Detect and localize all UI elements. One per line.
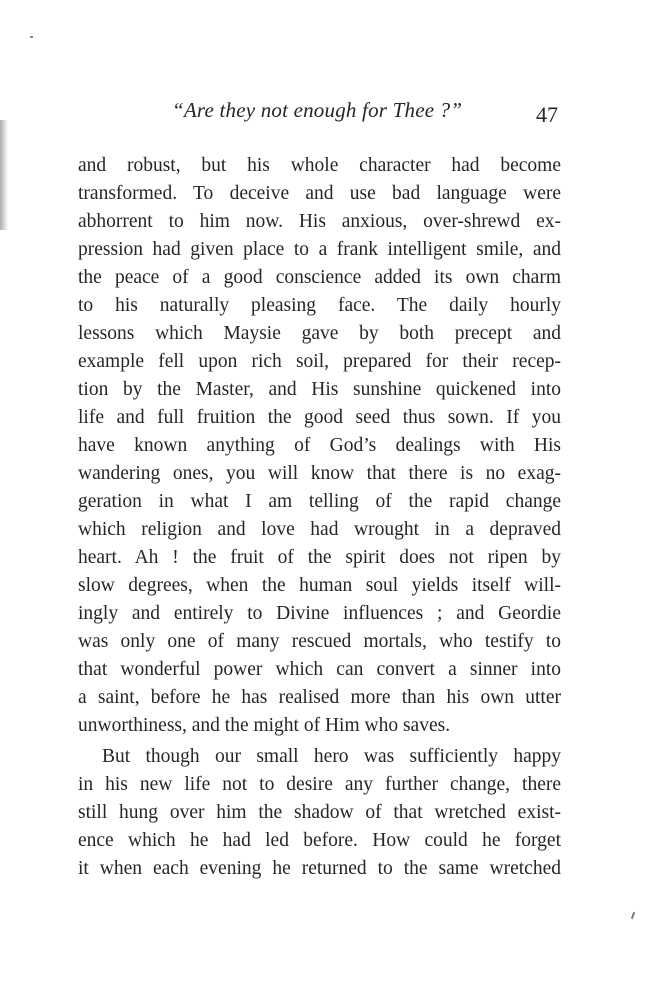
text-line: still hung over him the shadow of that wretched exist- bbox=[78, 802, 561, 823]
text-line: a saint, before he has realised more than his own utter bbox=[78, 687, 561, 708]
text-line: slow degrees, when the human soul yields itself will- bbox=[78, 575, 561, 596]
text-line: to his naturally pleasing face. The daily hourly bbox=[78, 295, 561, 316]
speck-mark bbox=[30, 36, 33, 38]
text-line: pression had given place to a frank intelligent smile, and bbox=[78, 239, 561, 260]
text-line: lessons which Maysie gave by both precept and bbox=[78, 323, 561, 344]
paragraph-2 bbox=[78, 743, 561, 883]
text-line: example fell upon rich soil, prepared for their recep- bbox=[78, 351, 561, 372]
text-line: the peace of a good conscience added its own charm bbox=[78, 267, 561, 288]
text-line: that wonderful power which can convert a sinner into bbox=[78, 659, 561, 680]
text-line: abhorrent to him now. His anxious, over-shrewd ex- bbox=[78, 211, 561, 232]
text-line: ingly and entirely to Divine influences ; and Geordie bbox=[78, 603, 561, 624]
binding-shadow bbox=[0, 120, 8, 230]
text-line: ence which he had led before. How could he forget bbox=[78, 830, 561, 851]
page-header bbox=[0, 98, 647, 134]
page-number: 47 bbox=[536, 102, 558, 127]
text-line: wandering ones, you will know that there is no exag- bbox=[78, 463, 561, 484]
running-title: “Are they not enough for Thee ?” bbox=[172, 98, 463, 122]
text-line: heart. Ah ! the fruit of the spirit does not ripen by bbox=[78, 547, 561, 568]
text-line: which religion and love had wrought in a depraved bbox=[78, 519, 561, 540]
text-line: But though our small hero was sufficiently happy bbox=[102, 746, 561, 767]
text-line: geration in what I am telling of the rapid change bbox=[78, 491, 561, 512]
body-text bbox=[78, 152, 561, 883]
text-line: it when each evening he returned to the same wretched bbox=[78, 858, 561, 879]
text-line: life and full fruition the good seed thus sown. If you bbox=[78, 407, 561, 428]
text-line: tion by the Master, and His sunshine quickened into bbox=[78, 379, 561, 400]
text-line: and robust, but his whole character had become bbox=[78, 155, 561, 176]
paragraph-1 bbox=[78, 152, 561, 740]
text-line: unworthiness, and the might of Him who saves. bbox=[78, 715, 451, 736]
speck-mark bbox=[631, 912, 635, 919]
text-line: transformed. To deceive and use bad language were bbox=[78, 183, 561, 204]
text-line: in his new life not to desire any further change, there bbox=[78, 774, 561, 795]
text-line: have known anything of God’s dealings with His bbox=[78, 435, 561, 456]
text-line: was only one of many rescued mortals, who testify to bbox=[78, 631, 561, 652]
